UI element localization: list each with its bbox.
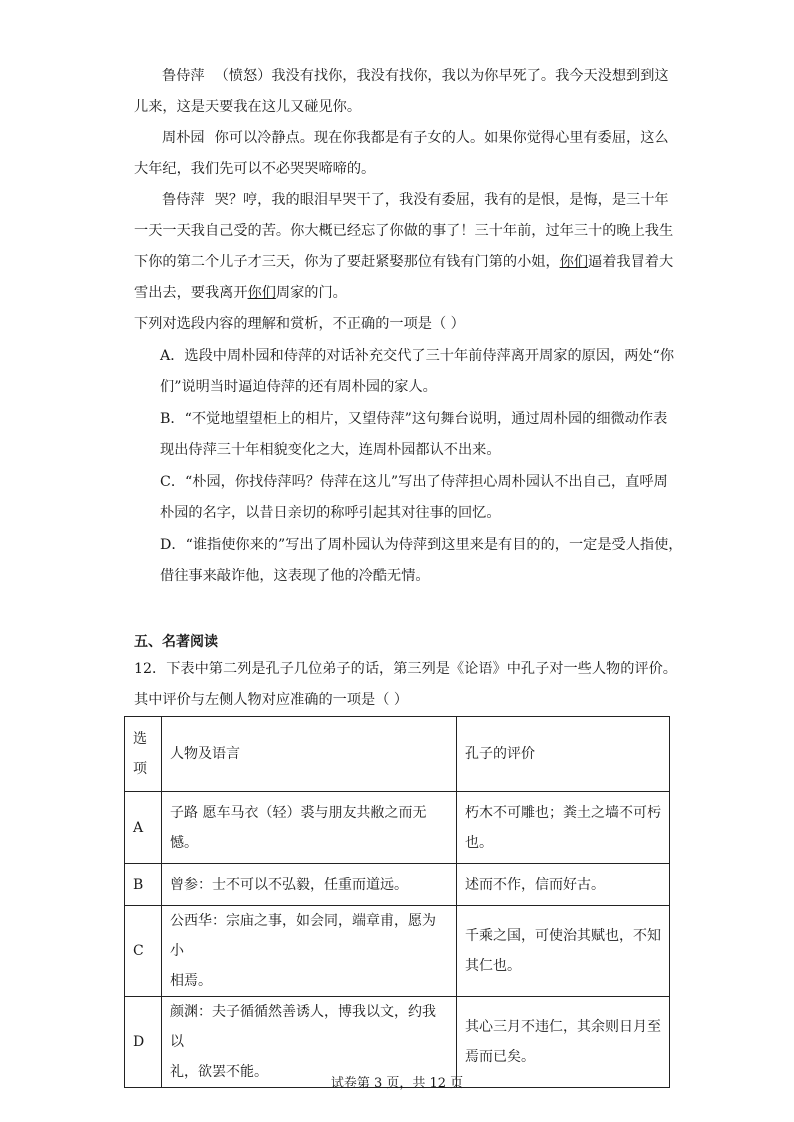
cell-text: 朽木不可雕也；粪土之墙不可杇 <box>465 804 661 821</box>
header-person-cell: 人物及语言 <box>162 717 457 792</box>
option-b-line-2: 现出侍萍三十年相貌变化之大，连周朴园都认不出来。 <box>160 442 501 458</box>
option-cell: B <box>125 864 162 906</box>
cell-text: 礼，欲罢不能。 <box>170 1064 268 1080</box>
option-cell: A <box>125 792 162 864</box>
passage-line-8 <box>134 283 347 303</box>
person-cell <box>162 792 457 864</box>
passage-line-3 <box>162 128 669 148</box>
underlined-word: 你们 <box>247 285 276 301</box>
table-row <box>125 792 670 864</box>
person-cell <box>162 906 457 997</box>
dialogue-text: 雪出去，要我离开 <box>134 285 248 301</box>
table-row <box>125 864 670 906</box>
cell-text: 其仁也。 <box>465 958 521 974</box>
table-header-row <box>125 717 670 792</box>
speaker-name: 鲁侍萍 <box>162 68 205 84</box>
eval-cell <box>457 906 670 997</box>
option-b-line-1: B．“不觉地望望柜上的相片，又望侍萍”这句舞台说明，通过周朴园的细微动作表 <box>160 411 668 427</box>
cell-text: 公西华：宗庙之事，如会同，端章甫，愿为小 <box>170 913 436 959</box>
evaluation-table <box>124 716 670 1088</box>
cell-text: 相焉。 <box>170 973 212 989</box>
cell-text: 述而不作，信而好古。 <box>465 876 605 893</box>
question-12-line-2: 其中评价与左侧人物对应准确的一项是（ ） <box>134 692 409 708</box>
page-footer: 试卷第 3 页，共 12 页 <box>330 1076 464 1091</box>
cell-text: 焉而已矣。 <box>465 1049 535 1065</box>
cell-text: 也。 <box>465 834 493 851</box>
dialogue-text: 哭？哼，我的眼泪早哭干了，我没有委屈，我有的是恨，是悔，是三十年 <box>214 192 669 208</box>
option-c-line-2: 朴园的名字，以昔日亲切的称呼引起其对往事的回忆。 <box>160 505 501 521</box>
dialogue-text: 你可以冷静点。现在你我都是有子女的人。如果你觉得心里有委屈，这么 <box>214 130 669 146</box>
cell-text: 子路 愿车马衣（轻）裘与朋友共敝之而无憾。 <box>170 804 427 851</box>
section-heading: 五、名著阅读 <box>134 634 218 650</box>
passage-line-7 <box>134 252 673 272</box>
question-stem: 下列对选段内容的理解和赏析，不正确的一项是（ ） <box>134 316 465 332</box>
underlined-word: 你们 <box>559 254 589 270</box>
dialogue-text: 周家的门。 <box>275 285 347 301</box>
passage-line-2: 儿来，这是天要我在这儿又碰见你。 <box>134 99 362 115</box>
option-cell: C <box>125 906 162 997</box>
dialogue-text: （愤怒）我没有找你，我没有找你，我以为你早死了。我今天没想到到这 <box>214 68 669 84</box>
option-d-line-1: D．“谁指使你来的”写出了周朴园认为侍萍到这里来是有目的的，一定是受人指使， <box>160 537 683 553</box>
eval-cell <box>457 864 670 906</box>
option-c-line-1: C．“朴园，你找侍萍吗？侍萍在这儿”写出了侍萍担心周朴园认不出自己，直呼周 <box>160 474 668 490</box>
option-a-line-2: 们”说明当时逼迫侍萍的还有周朴园的家人。 <box>160 379 437 395</box>
passage-line-1 <box>162 66 669 86</box>
option-a-line-1: A．选段中周朴园和侍萍的对话补充交代了三十年前侍萍离开周家的原因，两处“你 <box>160 348 675 364</box>
dialogue-text: 下你的第二个儿子才三天，你为了要赶紧娶那位有钱有门第的小姐， <box>134 254 560 270</box>
header-option-char: 项 <box>133 761 147 777</box>
question-12-line-1: 12．下表中第二列是孔子几位弟子的话，第三列是《论语》中孔子对一些人物的评价。 <box>134 661 677 677</box>
cell-text: 曾参：士不可以不弘毅，任重而道远。 <box>170 876 408 893</box>
passage-line-6: 一天一天我自己受的苦。你大概已经忘了你做的事了！三十年前，过年三十的晚上我生 <box>134 223 674 239</box>
header-option-char: 选 <box>133 731 147 747</box>
passage-line-4: 大年纪，我们先可以不必哭哭啼啼的。 <box>134 161 376 177</box>
speaker-name: 周朴园 <box>162 130 205 146</box>
option-d-line-2: 借往事来敲诈他，这表现了他的冷酷无情。 <box>160 568 430 584</box>
cell-text: 颜渊：夫子循循然善诱人，博我以文，约我以 <box>170 1004 436 1050</box>
person-cell <box>162 864 457 906</box>
speaker-name: 鲁侍萍 <box>162 192 205 208</box>
header-eval-cell: 孔子的评价 <box>457 717 670 792</box>
header-option-cell <box>125 717 162 792</box>
table-row <box>125 906 670 997</box>
passage-line-5 <box>162 190 669 210</box>
dialogue-text: 逼着我冒着大 <box>588 254 674 270</box>
option-cell: D <box>125 997 162 1088</box>
cell-text: 其心三月不违仁，其余则日月至 <box>465 1019 661 1035</box>
eval-cell <box>457 792 670 864</box>
cell-text: 千乘之国，可使治其赋也，不知 <box>465 928 661 944</box>
